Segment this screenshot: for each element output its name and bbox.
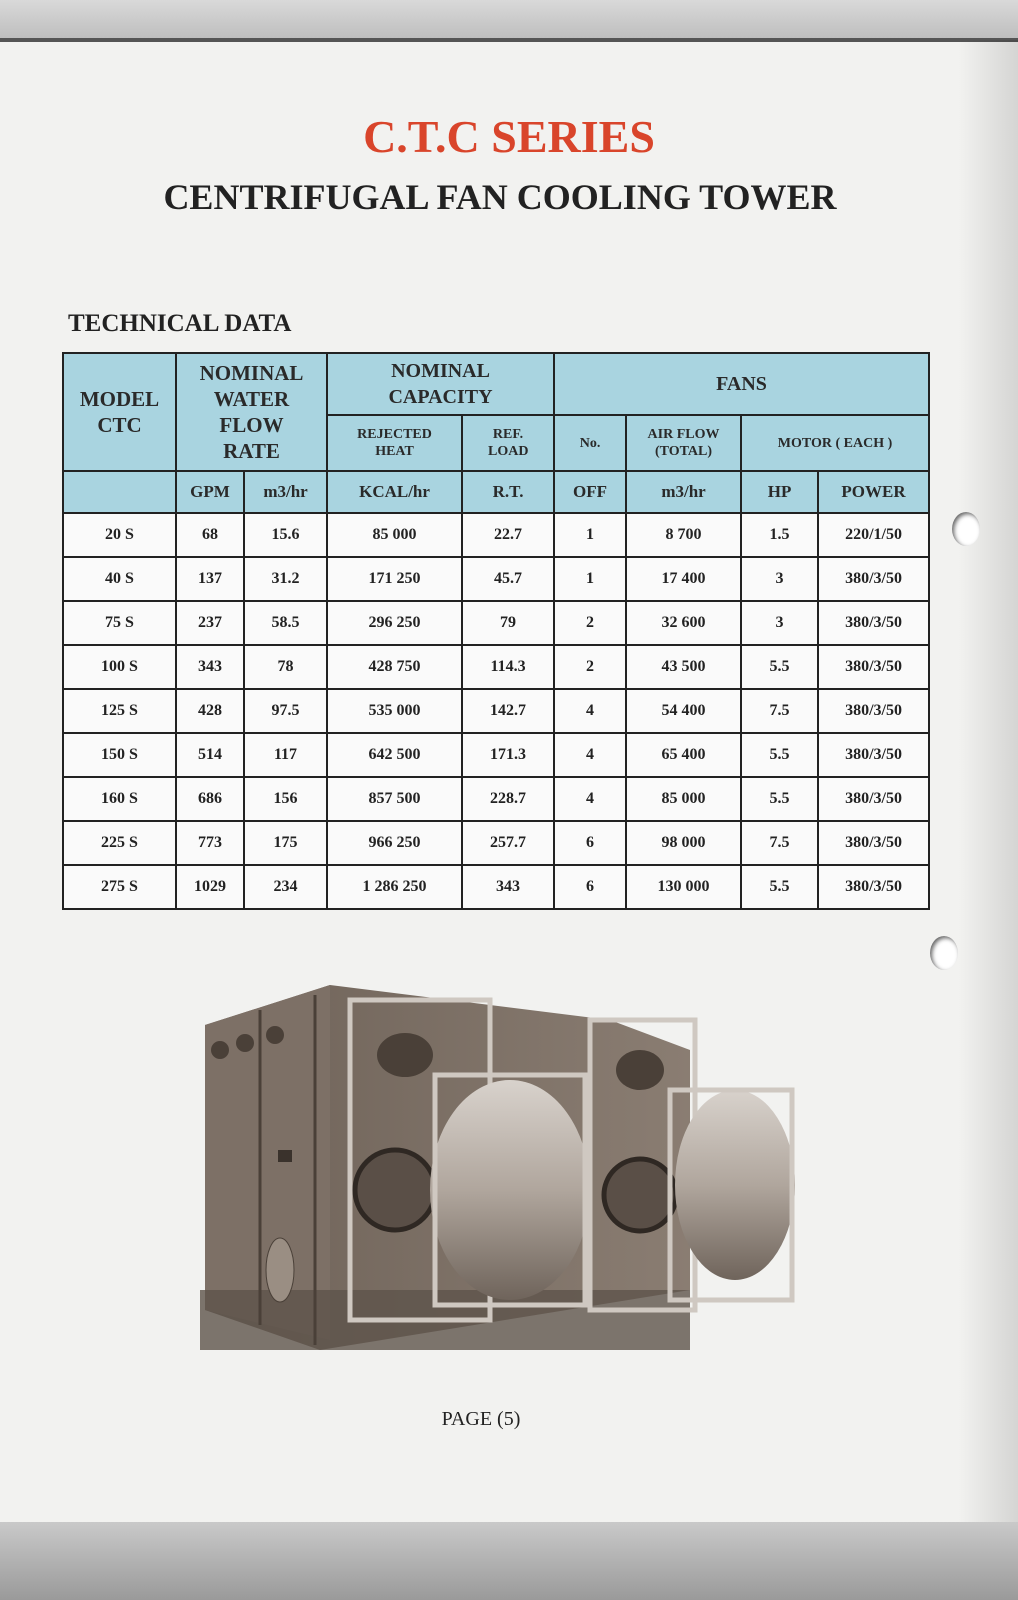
cell-m3hr: 78 xyxy=(244,645,327,689)
table-row xyxy=(63,557,929,601)
header-air-flow: AIR FLOW (TOTAL) xyxy=(626,415,741,471)
header-capacity: NOMINAL CAPACITY xyxy=(327,353,554,415)
cell-m3hr: 234 xyxy=(244,865,327,909)
cell-hp: 7.5 xyxy=(741,821,818,865)
cell-power: 380/3/50 xyxy=(818,865,929,909)
cell-air-flow: 54 400 xyxy=(626,689,741,733)
unit-hp: HP xyxy=(741,471,818,513)
cell-hp: 5.5 xyxy=(741,733,818,777)
cell-rt: 79 xyxy=(462,601,554,645)
unit-m3hr: m3/hr xyxy=(244,471,327,513)
cell-model: 100 S xyxy=(63,645,176,689)
cell-model: 275 S xyxy=(63,865,176,909)
cell-hp: 5.5 xyxy=(741,865,818,909)
cell-kcal: 428 750 xyxy=(327,645,462,689)
binder-hole xyxy=(952,512,980,546)
cell-gpm: 1029 xyxy=(176,865,244,909)
cell-air-flow: 8 700 xyxy=(626,513,741,557)
cell-hp: 5.5 xyxy=(741,645,818,689)
cell-fan-count: 4 xyxy=(554,777,626,821)
cell-power: 220/1/50 xyxy=(818,513,929,557)
cell-fan-count: 4 xyxy=(554,733,626,777)
cell-model: 125 S xyxy=(63,689,176,733)
unit-air-m3hr: m3/hr xyxy=(626,471,741,513)
cell-kcal: 171 250 xyxy=(327,557,462,601)
cell-rt: 22.7 xyxy=(462,513,554,557)
cell-fan-count: 1 xyxy=(554,557,626,601)
cell-hp: 3 xyxy=(741,601,818,645)
table-row xyxy=(63,865,929,909)
cell-power: 380/3/50 xyxy=(818,557,929,601)
cell-power: 380/3/50 xyxy=(818,821,929,865)
cell-kcal: 296 250 xyxy=(327,601,462,645)
cell-m3hr: 117 xyxy=(244,733,327,777)
cell-kcal: 535 000 xyxy=(327,689,462,733)
cell-m3hr: 31.2 xyxy=(244,557,327,601)
cell-gpm: 343 xyxy=(176,645,244,689)
cell-gpm: 68 xyxy=(176,513,244,557)
cell-rt: 45.7 xyxy=(462,557,554,601)
cell-power: 380/3/50 xyxy=(818,777,929,821)
cell-rt: 228.7 xyxy=(462,777,554,821)
cooling-tower-photo xyxy=(190,950,800,1370)
cell-rt: 343 xyxy=(462,865,554,909)
table-row xyxy=(63,645,929,689)
scan-top-band xyxy=(0,0,1018,40)
cell-hp: 5.5 xyxy=(741,777,818,821)
header-rejected-heat: REJECTED HEAT xyxy=(327,415,462,471)
header-fan-no: No. xyxy=(554,415,626,471)
cell-air-flow: 85 000 xyxy=(626,777,741,821)
unit-gpm: GPM xyxy=(176,471,244,513)
unit-kcal: KCAL/hr xyxy=(327,471,462,513)
section-title: TECHNICAL DATA xyxy=(68,310,292,337)
cell-gpm: 514 xyxy=(176,733,244,777)
cell-kcal: 966 250 xyxy=(327,821,462,865)
cell-m3hr: 58.5 xyxy=(244,601,327,645)
cell-gpm: 773 xyxy=(176,821,244,865)
cell-fan-count: 2 xyxy=(554,601,626,645)
cell-gpm: 428 xyxy=(176,689,244,733)
cell-fan-count: 4 xyxy=(554,689,626,733)
page-edge xyxy=(0,38,1018,42)
table-row xyxy=(63,733,929,777)
cell-fan-count: 6 xyxy=(554,821,626,865)
page-subtitle: CENTRIFUGAL FAN COOLING TOWER xyxy=(163,177,837,217)
cell-air-flow: 17 400 xyxy=(626,557,741,601)
cell-hp: 1.5 xyxy=(741,513,818,557)
table-row xyxy=(63,513,929,557)
technical-data-table xyxy=(62,352,930,910)
page-shadow xyxy=(958,40,1018,1522)
unit-rt: R.T. xyxy=(462,471,554,513)
cell-fan-count: 1 xyxy=(554,513,626,557)
cell-fan-count: 6 xyxy=(554,865,626,909)
cell-air-flow: 43 500 xyxy=(626,645,741,689)
cell-rt: 142.7 xyxy=(462,689,554,733)
cell-rt: 171.3 xyxy=(462,733,554,777)
cell-m3hr: 97.5 xyxy=(244,689,327,733)
cell-air-flow: 130 000 xyxy=(626,865,741,909)
cell-hp: 7.5 xyxy=(741,689,818,733)
scan-bottom-band xyxy=(0,1522,1018,1600)
header-model-blank xyxy=(63,471,176,513)
cell-air-flow: 98 000 xyxy=(626,821,741,865)
table-row xyxy=(63,601,929,645)
cell-model: 40 S xyxy=(63,557,176,601)
cell-model: 75 S xyxy=(63,601,176,645)
table-row xyxy=(63,777,929,821)
table-row xyxy=(63,689,929,733)
cell-power: 380/3/50 xyxy=(818,689,929,733)
header-motor: MOTOR ( EACH ) xyxy=(741,415,929,471)
cell-model: 160 S xyxy=(63,777,176,821)
cell-kcal: 857 500 xyxy=(327,777,462,821)
cell-power: 380/3/50 xyxy=(818,645,929,689)
header-fans: FANS xyxy=(554,353,929,415)
cell-m3hr: 175 xyxy=(244,821,327,865)
header-ref-load: REF. LOAD xyxy=(462,415,554,471)
cell-air-flow: 65 400 xyxy=(626,733,741,777)
header-water-flow: NOMINAL WATER FLOW RATE xyxy=(176,353,327,471)
cell-kcal: 642 500 xyxy=(327,733,462,777)
cell-model: 225 S xyxy=(63,821,176,865)
cell-rt: 257.7 xyxy=(462,821,554,865)
header-model: MODEL CTC xyxy=(63,353,176,471)
page-number: PAGE (5) xyxy=(441,1408,521,1430)
cell-model: 20 S xyxy=(63,513,176,557)
unit-off: OFF xyxy=(554,471,626,513)
binder-hole xyxy=(930,936,958,970)
page-title: C.T.C SERIES xyxy=(363,111,655,162)
cell-model: 150 S xyxy=(63,733,176,777)
cell-kcal: 85 000 xyxy=(327,513,462,557)
cell-m3hr: 15.6 xyxy=(244,513,327,557)
cell-gpm: 137 xyxy=(176,557,244,601)
cell-rt: 114.3 xyxy=(462,645,554,689)
table-row xyxy=(63,821,929,865)
unit-power: POWER xyxy=(818,471,929,513)
cell-air-flow: 32 600 xyxy=(626,601,741,645)
table-body xyxy=(63,513,929,909)
cell-power: 380/3/50 xyxy=(818,601,929,645)
cell-gpm: 686 xyxy=(176,777,244,821)
cell-fan-count: 2 xyxy=(554,645,626,689)
cell-m3hr: 156 xyxy=(244,777,327,821)
cell-kcal: 1 286 250 xyxy=(327,865,462,909)
cell-power: 380/3/50 xyxy=(818,733,929,777)
cell-gpm: 237 xyxy=(176,601,244,645)
cell-hp: 3 xyxy=(741,557,818,601)
